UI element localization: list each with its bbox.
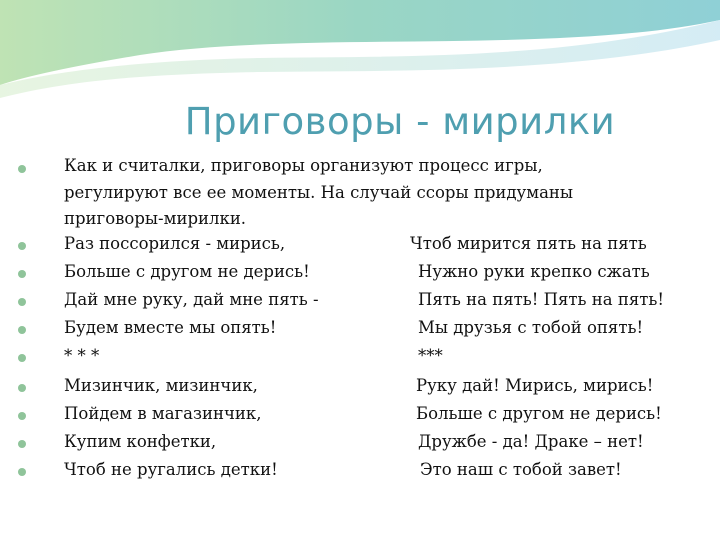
poem-line-right: Нужно руки крепко сжать: [418, 262, 650, 281]
poem-line-left: Пойдем в магазинчик,: [64, 404, 262, 423]
poem-line-left: Дай мне руку, дай мне пять -: [64, 290, 319, 309]
poem-separator-right: ***: [418, 346, 443, 365]
slide-title: Приговоры - мирилки: [184, 100, 616, 143]
bullet-icon: [18, 326, 26, 334]
intro-line: приговоры-мирилки.: [64, 209, 247, 228]
poem-line-right: Дружбе - да! Драке – нет!: [418, 432, 644, 451]
poem-line-right: Пять на пять! Пять на пять!: [418, 290, 665, 309]
poem-line-left: Купим конфетки,: [64, 432, 217, 451]
bullet-icon: [18, 165, 26, 173]
bullet-icon: [18, 270, 26, 278]
poem-line-right: Больше с другом не дерись!: [416, 404, 662, 423]
poem-line-left: Мизинчик, мизинчик,: [64, 376, 258, 395]
poem-separator-left: * * *: [64, 346, 100, 365]
intro-line: регулируют все ее моменты. На случай ссоры придуманы: [64, 183, 574, 202]
poem-line-left: Будем вместе мы опять!: [64, 318, 277, 337]
bullet-icon: [18, 440, 26, 448]
bullet-icon: [18, 354, 26, 362]
poem-line-right: Мы друзья с тобой опять!: [418, 318, 644, 337]
header-wave-decoration: [0, 0, 720, 110]
poem-line-right: Это наш с тобой завет!: [420, 460, 622, 479]
poem-line-left: Раз поссорился - мирись,: [64, 234, 286, 253]
bullet-icon: [18, 412, 26, 420]
poem-line-right: Чтоб мирится пять на пять: [410, 234, 647, 253]
bullet-icon: [18, 242, 26, 250]
poem-line-right: Руку дай! Мирись, мирись!: [416, 376, 654, 395]
poem-line-left: Чтоб не ругались детки!: [64, 460, 278, 479]
poem-line-left: Больше с другом не дерись!: [64, 262, 310, 281]
intro-line: Как и считалки, приговоры организуют процесс игры,: [64, 156, 543, 175]
bullet-icon: [18, 468, 26, 476]
bullet-icon: [18, 298, 26, 306]
bullet-icon: [18, 384, 26, 392]
